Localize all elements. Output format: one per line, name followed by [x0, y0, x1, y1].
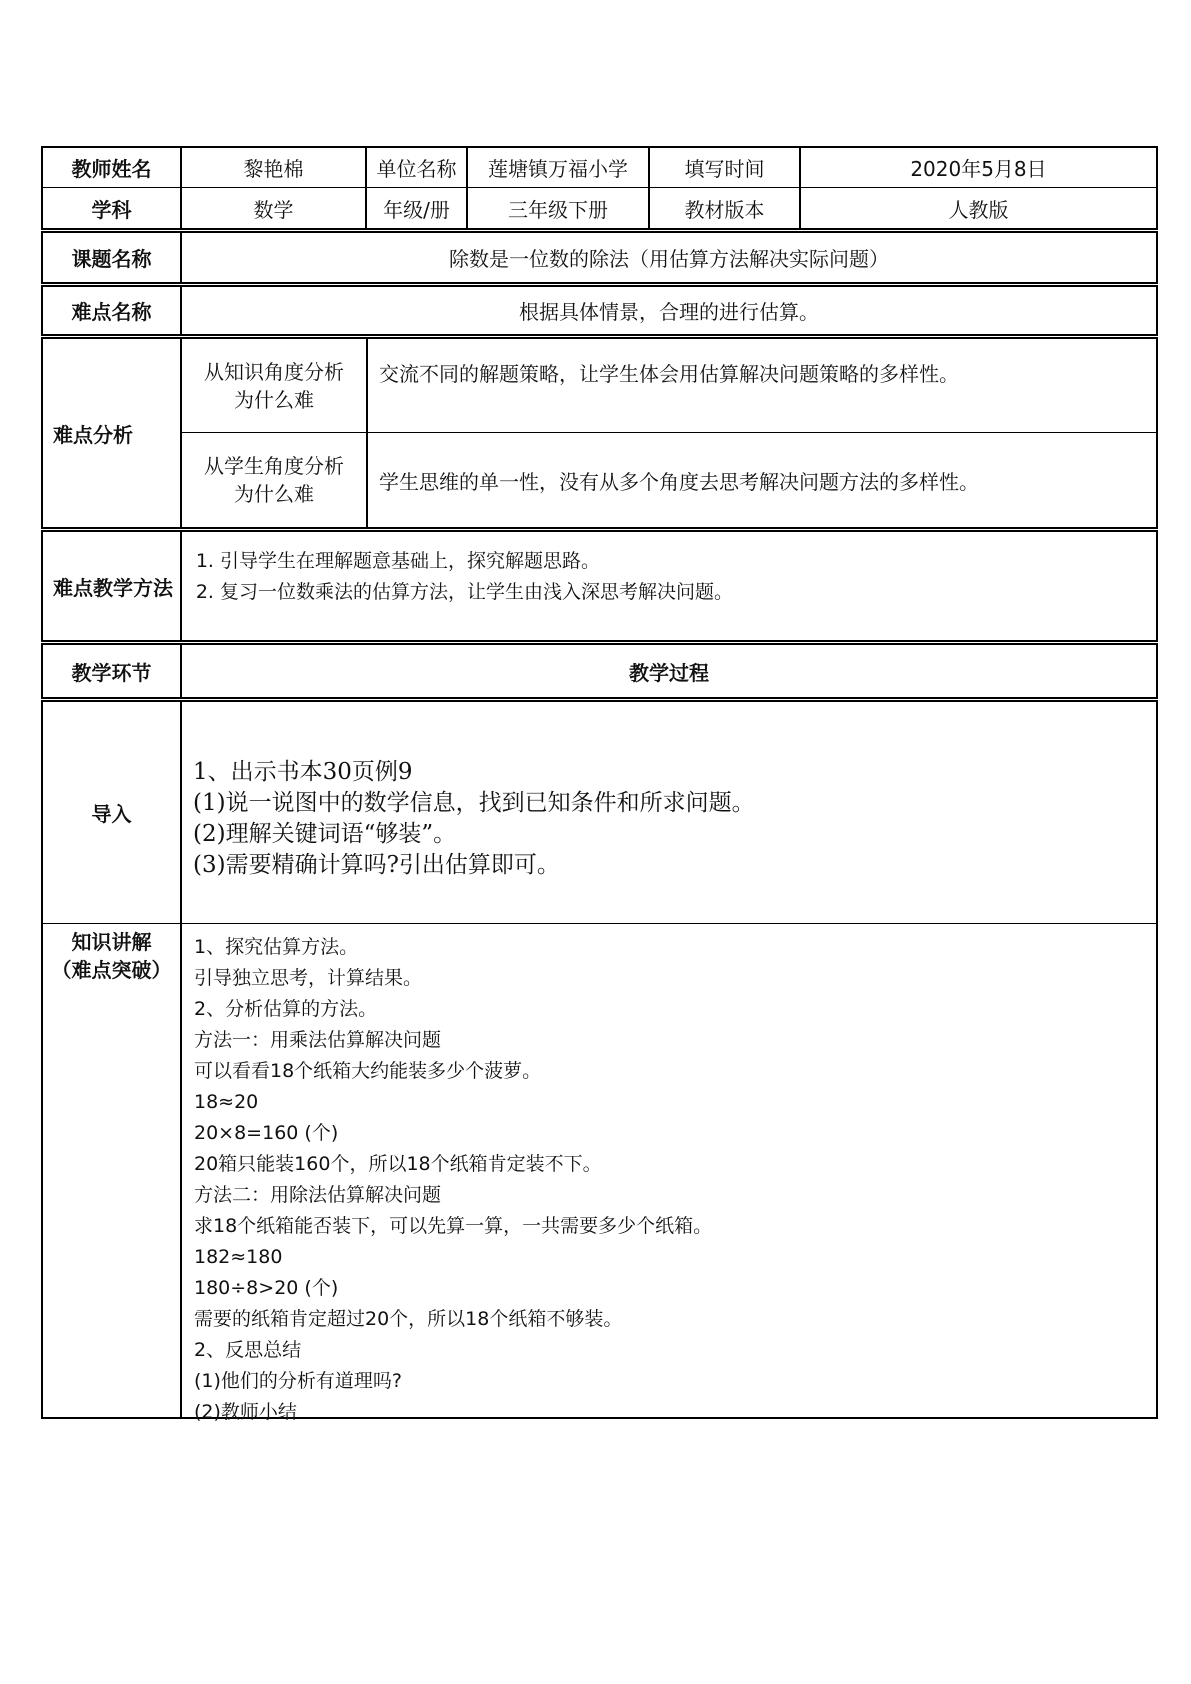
knowledge-line: 1、探究估算方法。 — [194, 936, 359, 958]
intro-line: (3)需要精确计算吗?引出估算即可。 — [193, 852, 560, 878]
row-divider — [41, 282, 1158, 284]
edition-value: 人教版 — [799, 188, 1158, 228]
topic-label: 课题名称 — [41, 233, 180, 282]
knowledge-content — [180, 924, 1158, 1423]
subject-value: 数学 — [180, 188, 365, 228]
process-header-row — [41, 645, 1158, 697]
knowledge-label-line1: 知识讲解 — [71, 930, 152, 954]
knowledge-angle-label: 从知识角度分析为什么难 — [180, 339, 366, 432]
knowledge-line: 引导独立思考，计算结果。 — [194, 967, 423, 989]
knowledge-angle-value: 交流不同的解题策略，让学生体会用估算解决问题策略的多样性。 — [366, 339, 1158, 432]
info-row-1 — [41, 148, 1158, 187]
intro-label: 导入 — [41, 702, 180, 923]
student-angle-value: 学生思维的单一性，没有从多个角度去思考解决问题方法的多样性。 — [366, 433, 1158, 527]
knowledge-label — [41, 924, 180, 1417]
knowledge-line: 可以看看18个纸箱大约能装多少个菠萝。 — [194, 1060, 542, 1082]
date-label: 填写时间 — [648, 148, 799, 187]
intro-line: (2)理解关键词语“够装”。 — [193, 821, 457, 847]
knowledge-line: 182≈180 — [194, 1246, 283, 1268]
row-divider — [41, 228, 1158, 230]
knowledge-line: 2、反思总结 — [194, 1339, 302, 1361]
teaching-process-label: 教学过程 — [180, 645, 1158, 697]
intro-row — [41, 702, 1158, 923]
grade-label: 年级/册 — [365, 188, 466, 228]
teacher-name-label: 教师姓名 — [41, 148, 180, 187]
difficulty-value: 根据具体情景，合理的进行估算。 — [180, 287, 1158, 334]
methods-row — [41, 532, 1158, 640]
student-angle-label: 从学生角度分析为什么难 — [180, 433, 366, 527]
knowledge-line: (1)他们的分析有道理吗? — [194, 1370, 402, 1392]
subject-label: 学科 — [41, 188, 180, 228]
intro-line: 1、出示书本30页例9 — [193, 759, 413, 785]
topic-value: 除数是一位数的除法（用估算方法解决实际问题） — [180, 233, 1158, 282]
knowledge-line: 18≈20 — [194, 1091, 259, 1113]
knowledge-line: 求18个纸箱能否装下，可以先算一算，一共需要多少个纸箱。 — [194, 1215, 713, 1237]
knowledge-line: 20箱只能装160个，所以18个纸箱肯定装不下。 — [194, 1153, 602, 1175]
knowledge-line: 方法一：用乘法估算解决问题 — [194, 1029, 442, 1051]
knowledge-line: 方法二：用除法估算解决问题 — [194, 1184, 442, 1206]
grade-value: 三年级下册 — [466, 188, 648, 228]
difficulty-row — [41, 287, 1158, 334]
method-item: 1. 引导学生在理解题意基础上，探究解题思路。 — [220, 546, 733, 577]
knowledge-row — [41, 924, 1158, 1423]
knowledge-line: 180÷8>20 (个) — [194, 1277, 339, 1299]
teaching-stage-label: 教学环节 — [41, 645, 180, 697]
unit-value: 莲塘镇万福小学 — [466, 148, 648, 187]
knowledge-line: 需要的纸箱肯定超过20个，所以18个纸箱不够装。 — [194, 1308, 623, 1330]
date-value: 2020年5月8日 — [799, 148, 1158, 187]
knowledge-label-line2: （难点突破） — [51, 958, 172, 982]
row-divider — [41, 334, 1158, 336]
knowledge-line: (2)教师小结 — [194, 1401, 297, 1423]
topic-row — [41, 233, 1158, 282]
analysis-row — [41, 339, 1158, 527]
methods-list — [180, 532, 1158, 640]
analysis-label: 难点分析 — [41, 339, 180, 527]
info-row-2 — [41, 188, 1158, 228]
row-divider — [41, 640, 1158, 642]
intro-line: (1)说一说图中的数学信息，找到已知条件和所求问题。 — [193, 790, 755, 816]
unit-label: 单位名称 — [365, 148, 466, 187]
method-item: 2. 复习一位数乘法的估算方法，让学生由浅入深思考解决问题。 — [220, 577, 733, 608]
intro-content — [180, 702, 1158, 923]
methods-label: 难点教学方法 — [41, 532, 180, 640]
difficulty-label: 难点名称 — [41, 287, 180, 334]
row-divider — [41, 527, 1158, 529]
row-divider — [41, 697, 1158, 699]
knowledge-line: 2、分析估算的方法。 — [194, 998, 378, 1020]
knowledge-line: 20×8=160 (个) — [194, 1122, 339, 1144]
edition-label: 教材版本 — [648, 188, 799, 228]
teacher-name-value: 黎艳棉 — [180, 148, 365, 187]
